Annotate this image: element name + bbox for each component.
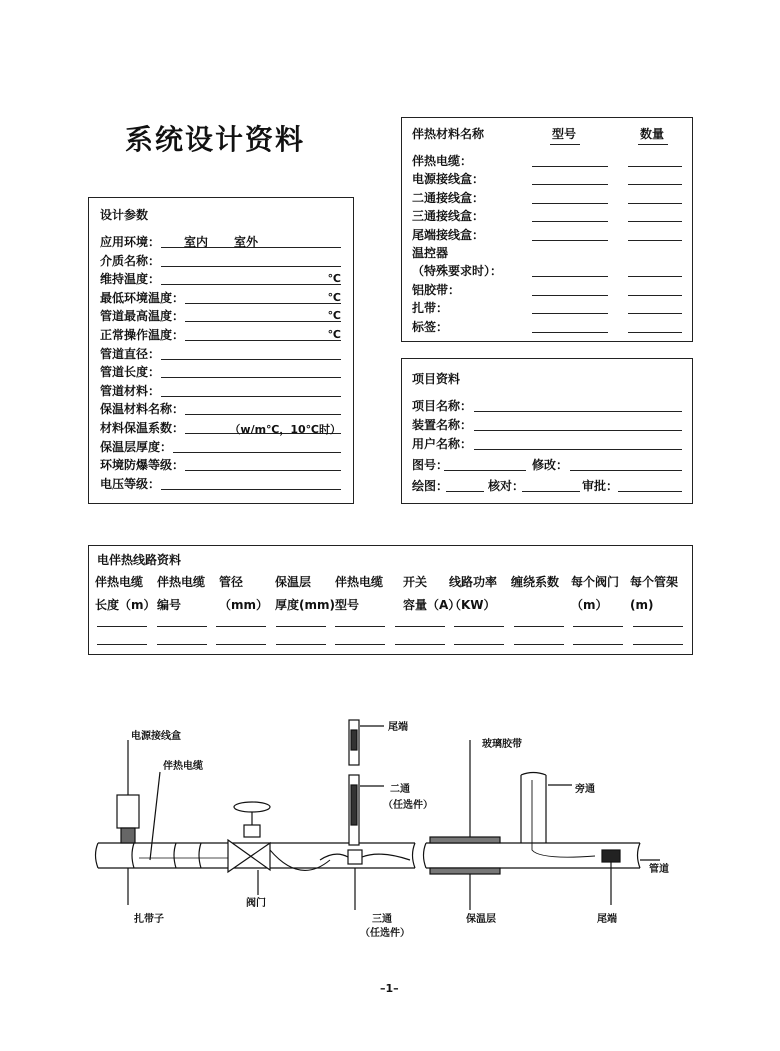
design-param-line	[161, 284, 341, 285]
material-field-line	[628, 203, 682, 204]
drawing-no-label: 图号：	[412, 458, 449, 472]
label-three-way-opt: （任选件）	[360, 928, 410, 939]
material-label: 二通接线盒：	[412, 190, 485, 205]
project-heading: 项目资料	[412, 372, 461, 386]
circuit-field-line	[335, 626, 385, 627]
circuit-field-line	[454, 626, 504, 627]
design-param-line	[161, 489, 341, 490]
material-field-line	[532, 295, 608, 296]
design-param-line	[185, 470, 341, 471]
material-field-line	[532, 203, 608, 204]
circuit-field-line	[335, 644, 385, 645]
label-tail-bottom: 尾端	[597, 914, 617, 925]
materials-col-model: 型号	[552, 127, 577, 141]
circuit-field-line	[454, 644, 504, 645]
materials-box	[401, 117, 693, 342]
user-name-label: 用户名称：	[412, 437, 473, 451]
circuit-field-line	[157, 644, 207, 645]
device-name-label: 装置名称：	[412, 418, 473, 432]
material-label: 温控器	[412, 246, 449, 260]
label-pipe: 管道	[649, 864, 669, 875]
material-field-line	[628, 221, 682, 222]
material-field-line	[532, 240, 608, 241]
design-param-line	[173, 452, 341, 453]
label-bypass: 旁通	[575, 784, 595, 795]
circuit-header: 伴热电缆	[157, 575, 206, 589]
design-param-label: 电压等级：	[100, 476, 161, 491]
circuit-field-line	[276, 644, 326, 645]
label-glass-tape: 玻璃胶带	[482, 739, 522, 750]
design-param-unit: ℃	[327, 328, 341, 341]
design-param-unit: ℃	[327, 272, 341, 286]
project-name-label: 项目名称：	[412, 399, 473, 413]
materials-col-name: 伴热材料名称	[412, 127, 485, 141]
material-field-line	[628, 276, 682, 277]
env-option-indoor: 室内	[184, 235, 209, 249]
circuit-field-line	[216, 626, 266, 627]
circuit-header-sub: 长度（m）	[95, 598, 156, 612]
circuit-box	[88, 545, 693, 655]
revision-label: 修改：	[532, 458, 569, 472]
checked-label: 核对：	[488, 479, 525, 493]
design-param-unit: ℃	[327, 309, 341, 323]
material-label: 电源接线盒：	[412, 172, 485, 187]
circuit-header: 缠绕系数	[511, 575, 560, 589]
design-param-line	[185, 340, 341, 341]
circuit-header-sub: 容量（A）	[403, 598, 461, 612]
material-field-line	[532, 332, 608, 333]
circuit-header: 管径	[219, 575, 244, 589]
circuit-header-sub: 型号	[335, 598, 360, 612]
design-param-label: 正常操作温度：	[100, 328, 185, 342]
design-param-line	[185, 303, 341, 304]
label-two-way-opt: （任选件）	[383, 800, 433, 811]
design-param-label: 管道最高温度：	[100, 309, 185, 324]
design-param-line	[161, 266, 341, 267]
circuit-header: 每个阀门	[571, 575, 620, 589]
circuit-field-line	[573, 626, 623, 627]
material-label: 扎带：	[412, 301, 449, 316]
circuit-header-sub: 编号	[157, 598, 182, 612]
material-field-line	[532, 221, 608, 222]
label-tail-top: 尾端	[388, 722, 408, 733]
drawn-label: 绘图：	[412, 479, 449, 493]
material-label: 三通接线盒：	[412, 209, 485, 224]
material-field-line	[532, 276, 608, 277]
design-param-label: 材料保温系数：	[100, 421, 185, 435]
design-param-label: 环境防爆等级：	[100, 458, 185, 473]
page-title: 系统设计资料	[125, 123, 306, 156]
circuit-field-line	[395, 626, 445, 627]
material-field-line	[532, 184, 608, 185]
label-power-box: 电源接线盒	[131, 731, 181, 742]
circuit-header-sub: 厚度(mm)	[275, 598, 335, 612]
material-label: 伴热电缆：	[412, 154, 473, 168]
material-field-line	[532, 313, 608, 314]
design-param-line	[185, 321, 341, 322]
circuit-field-line	[514, 626, 564, 627]
circuit-header: 保温层	[275, 575, 312, 589]
design-param-label: 管道材料：	[100, 383, 161, 398]
design-params-heading: 设计参数	[100, 208, 149, 222]
material-label: 标签：	[412, 319, 449, 334]
circuit-header-sub: （mm）	[219, 598, 269, 612]
circuit-header: 线路功率	[449, 575, 498, 589]
label-insulation: 保温层	[466, 914, 496, 925]
design-param-line	[185, 414, 341, 415]
design-param-label: 维持温度：	[100, 272, 161, 287]
design-param-label: 管道直径：	[100, 346, 161, 361]
label-tie: 扎带子	[134, 914, 164, 925]
material-field-line	[628, 313, 682, 314]
material-field-line	[628, 240, 682, 241]
circuit-header-sub: （KW）	[449, 598, 496, 612]
design-param-unit: （w/m℃，10℃时）	[229, 423, 341, 436]
design-param-label: 保温层厚度：	[100, 439, 173, 454]
design-param-label: 保温材料名称：	[100, 402, 185, 417]
circuit-field-line	[633, 626, 683, 627]
material-field-line	[628, 295, 682, 296]
design-param-unit: ℃	[327, 290, 341, 304]
material-field-line	[628, 332, 682, 333]
page-number: –1–	[380, 982, 399, 995]
circuit-header: 伴热电缆	[95, 575, 144, 589]
circuit-header: 开关	[403, 575, 428, 589]
design-param-label: 介质名称：	[100, 253, 161, 268]
material-label: 尾端接线盒：	[412, 227, 485, 242]
material-field-line	[532, 166, 608, 167]
design-params-box	[88, 197, 354, 504]
project-box	[401, 358, 693, 504]
material-label: 铝胶带：	[412, 282, 461, 297]
circuit-field-line	[633, 644, 683, 645]
material-field-line	[628, 166, 682, 167]
material-label: （特殊要求时）：	[412, 264, 503, 279]
label-heat-cable: 伴热电缆	[163, 761, 203, 772]
design-param-label: 最低环境温度：	[100, 290, 185, 305]
circuit-heading: 电伴热线路资料	[97, 553, 182, 567]
circuit-field-line	[97, 626, 147, 627]
label-valve: 阀门	[246, 898, 266, 909]
label-two-way: 二通	[390, 784, 410, 795]
circuit-field-line	[157, 626, 207, 627]
circuit-field-line	[514, 644, 564, 645]
circuit-header: 伴热电缆	[335, 575, 384, 589]
label-three-way: 三通	[372, 914, 392, 925]
circuit-field-line	[395, 644, 445, 645]
circuit-field-line	[97, 644, 147, 645]
circuit-field-line	[276, 626, 326, 627]
design-param-line	[161, 377, 341, 378]
circuit-header-sub: （m）	[571, 598, 608, 612]
design-param-line	[161, 396, 341, 397]
circuit-header: 每个管架	[630, 575, 679, 589]
approved-label: 审批：	[582, 479, 619, 493]
material-field-line	[628, 184, 682, 185]
design-param-label: 管道长度：	[100, 365, 161, 380]
env-option-outdoor: 室外	[234, 235, 259, 249]
materials-col-qty: 数量	[640, 127, 665, 141]
design-param-line	[161, 359, 341, 360]
design-param-label: 应用环境：	[100, 235, 161, 249]
circuit-field-line	[216, 644, 266, 645]
circuit-header-sub: (m)	[630, 598, 654, 612]
circuit-field-line	[573, 644, 623, 645]
